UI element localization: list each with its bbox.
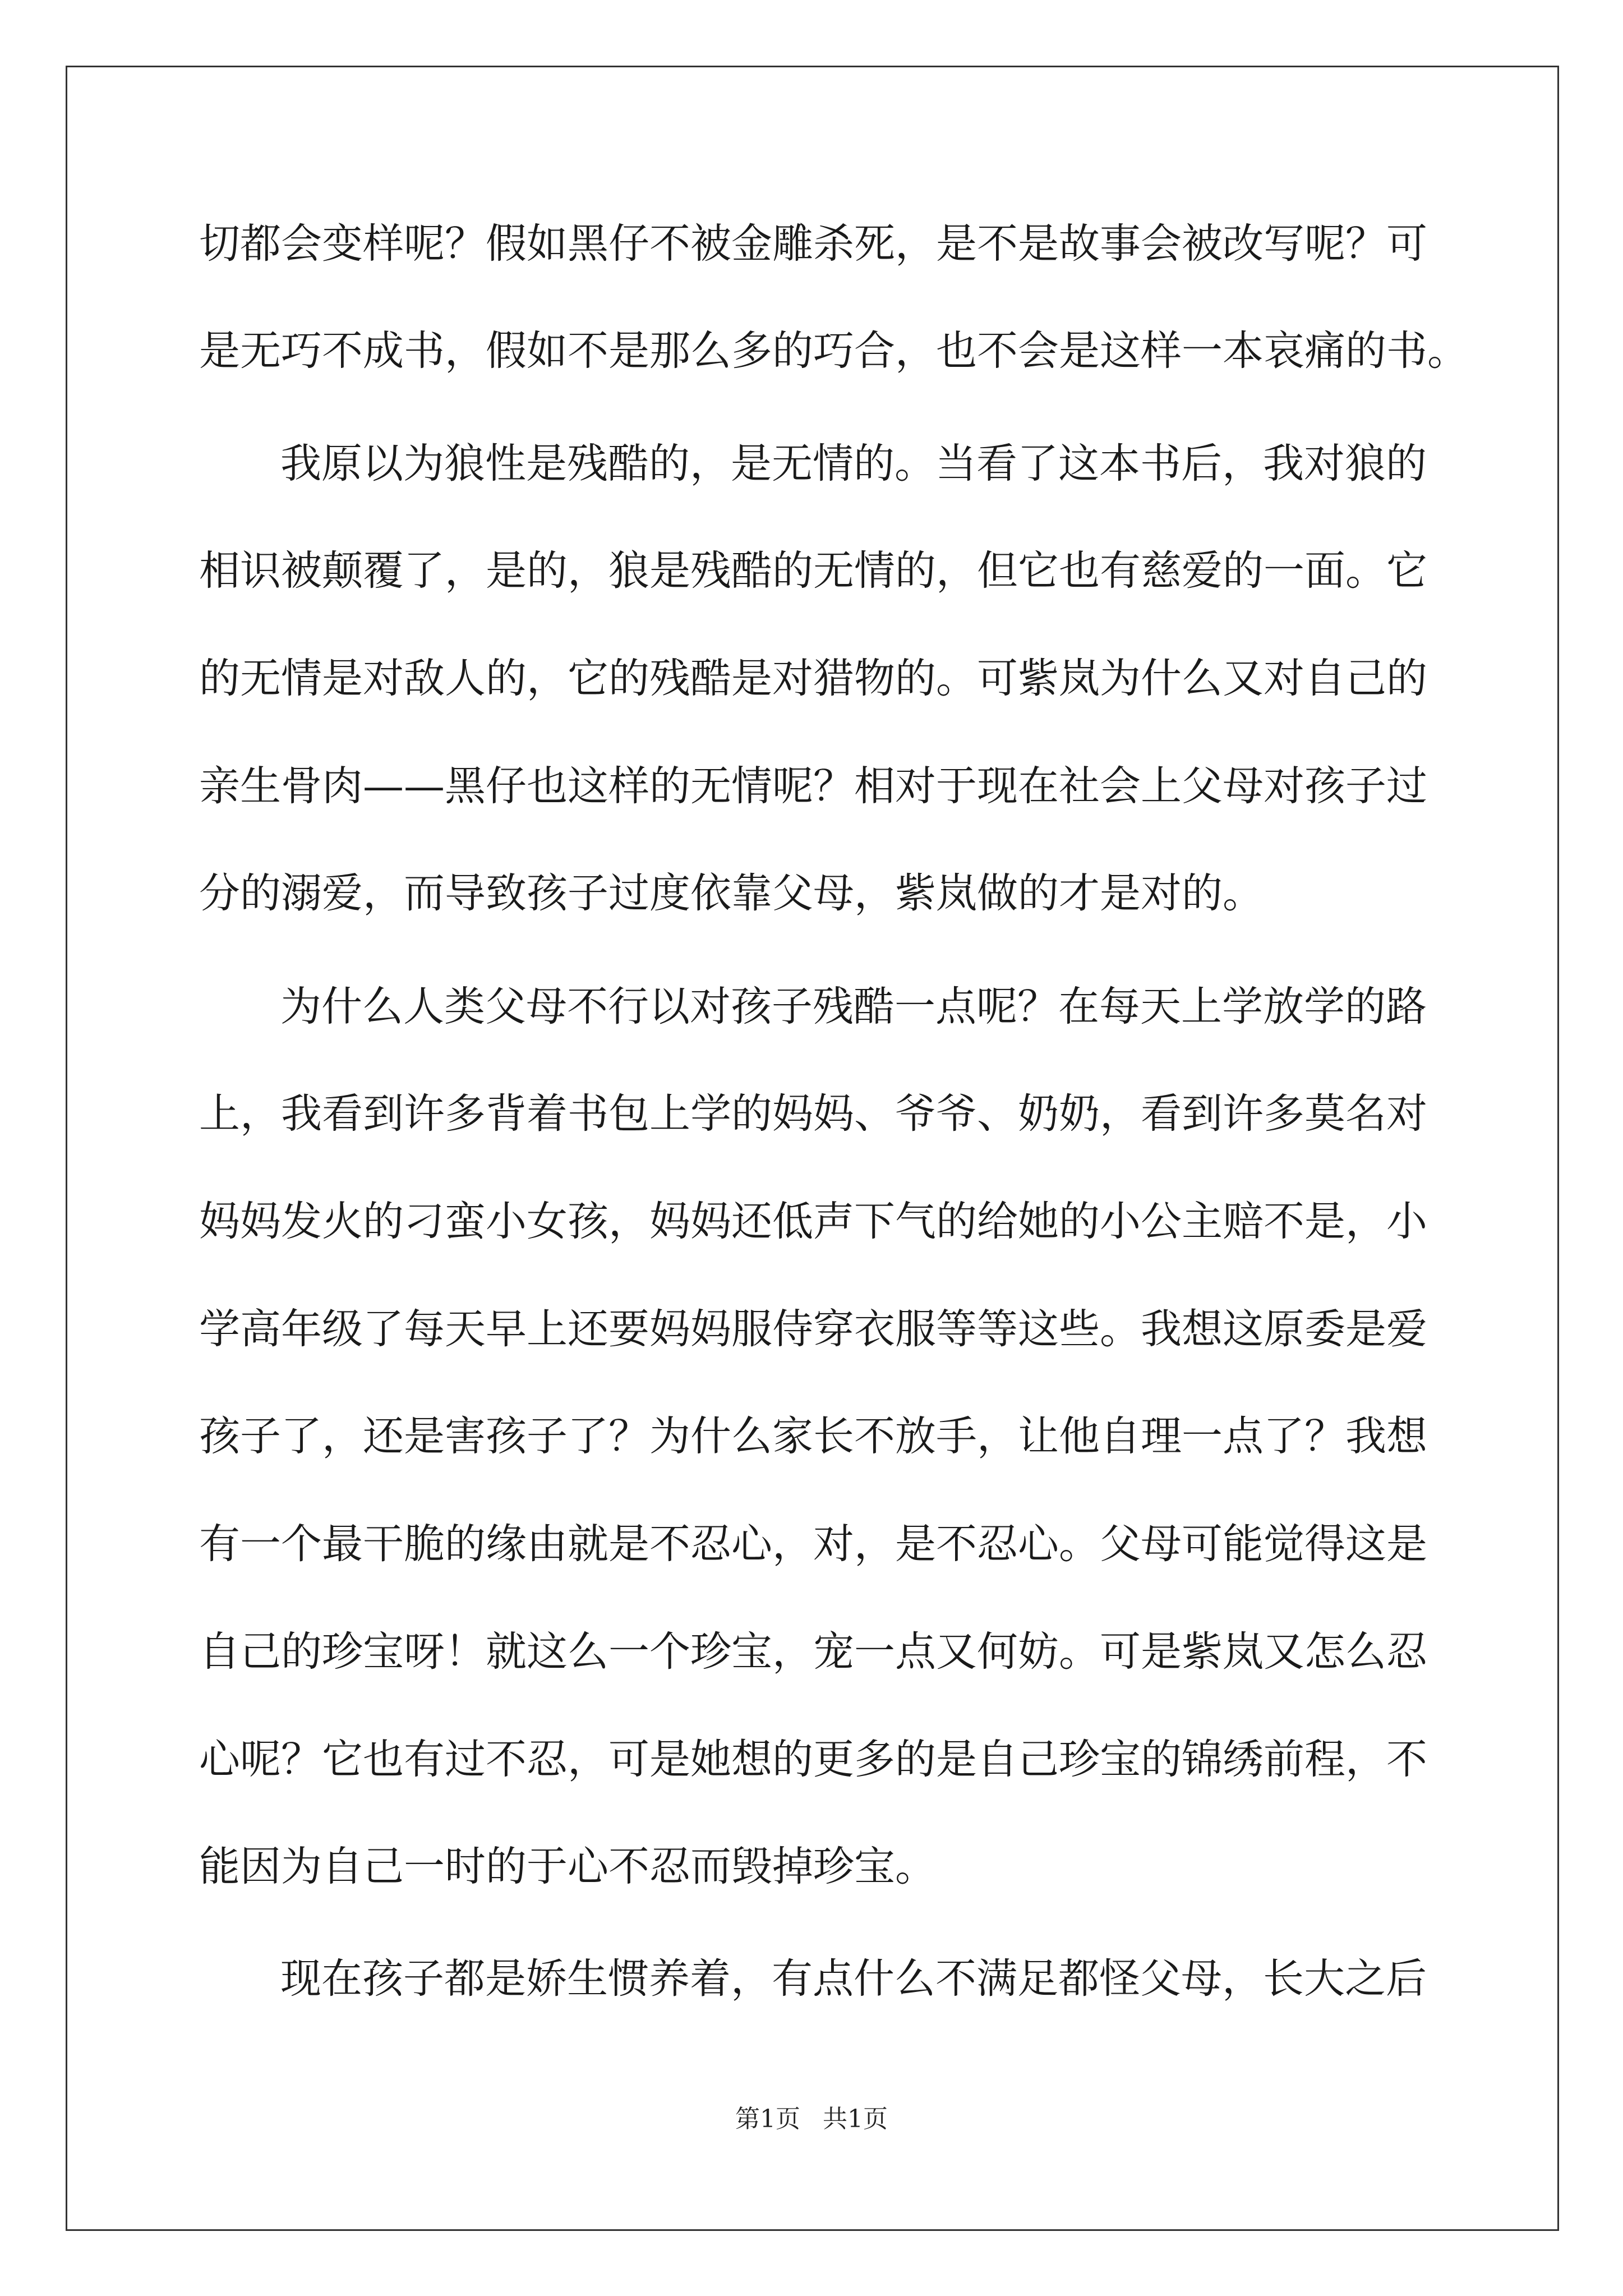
body-line-14: 自己的珍宝呀！就这么一个珍宝，宠一点又何妨。可是紫岚又怎么忍: [199, 1628, 1427, 1676]
body-line-13: 有一个最干脆的缘由就是不忍心，对，是不忍心。父母可能觉得这是: [199, 1520, 1427, 1568]
body-line-15: 心呢？它也有过不忍，可是她想的更多的是自己珍宝的锦绣前程，不: [199, 1736, 1427, 1783]
body-line-8: 为什么人类父母不行以对孩子残酷一点呢？在每天上学放学的路: [280, 983, 1427, 1030]
body-line-7: 分的溺爱，而导致孩子过度依靠父母，紫岚做的才是对的。: [199, 869, 1264, 917]
page-number-total: 共1页: [823, 2105, 888, 2133]
body-line-10: 妈妈发火的刁蛮小女孩，妈妈还低声下气的给她的小公主赔不是，小: [199, 1198, 1427, 1245]
body-line-11: 学高年级了每天早上还要妈妈服侍穿衣服等等这些。我想这原委是爱: [199, 1305, 1427, 1353]
body-line-4: 相识被颠覆了，是的，狼是残酷的无情的，但它也有慈爱的一面。它: [199, 547, 1427, 595]
page-number-current: 第1页: [735, 2105, 800, 2133]
body-line-17: 现在孩子都是娇生惯养着，有点什么不满足都怪父母，长大之后: [280, 1955, 1427, 2003]
page-frame: [66, 66, 1559, 2231]
body-line-9: 上，我看到许多背着书包上学的妈妈、爷爷、奶奶，看到许多莫名对: [199, 1090, 1427, 1138]
body-line-16: 能因为自己一时的于心不忍而毁掉珍宝。: [199, 1843, 936, 1890]
body-line-1: 切都会变样呢？假如黑仔不被金雕杀死，是不是故事会被改写呢？可: [199, 220, 1427, 268]
body-line-3: 我原以为狼性是残酷的，是无情的。当看了这本书后，我对狼的: [280, 440, 1427, 487]
body-line-12: 孩子了，还是害孩子了？为什么家长不放手，让他自理一点了？我想: [199, 1412, 1427, 1460]
body-line-2: 是无巧不成书，假如不是那么多的巧合，也不会是这样一本哀痛的书。: [199, 327, 1468, 375]
body-line-6: 亲生骨肉——黑仔也这样的无情呢？相对于现在社会上父母对孩子过: [199, 762, 1427, 810]
page-footer: [0, 2102, 1623, 2136]
body-line-5: 的无情是对敌人的，它的残酷是对猎物的。可紫岚为什么又对自己的: [199, 655, 1427, 702]
